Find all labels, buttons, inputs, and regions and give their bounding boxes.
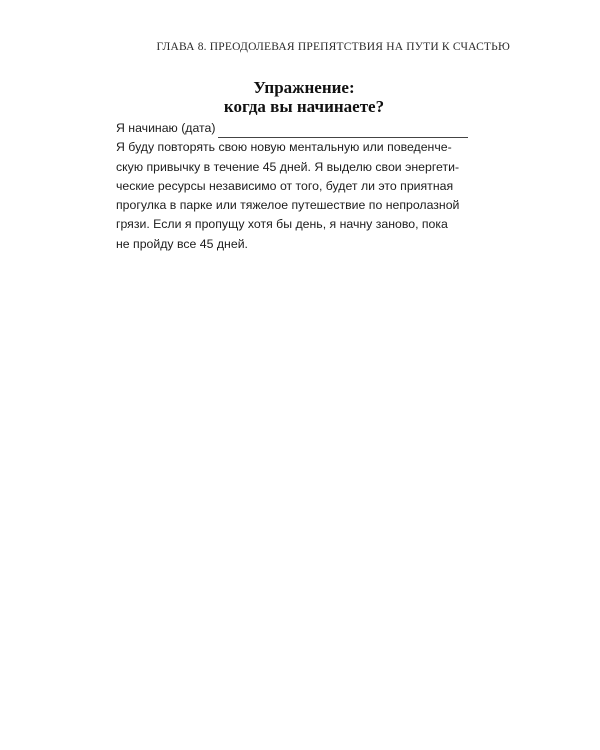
exercise-title — [115, 78, 493, 116]
body-line-3: ческие ресурсы независимо от того, будет ли это приятная — [116, 178, 454, 193]
body-line-1: Я буду повторять свою новую ментальную или поведенче- — [116, 140, 452, 155]
body-line-5: грязи. Если я пропущу хотя бы день, я начну заново, пока — [116, 217, 448, 232]
body-line-2: скую привычку в течение 45 дней. Я выделю свои энергети- — [116, 159, 460, 174]
exercise-title-line-1: Упражнение: — [253, 78, 355, 97]
body-line-4: прогулка в парке или тяжелое путешествие по непролазной — [116, 198, 460, 213]
running-head: ГЛАВА 8. ПРЕОДОЛЕВАЯ ПРЕПЯТСТВИЯ НА ПУТИ К СЧАСТЬЮ — [156, 41, 510, 53]
body-line-6: не пройду все 45 дней. — [116, 236, 248, 251]
date-label: Я начинаю (дата) — [116, 121, 216, 135]
date-fill-in-line — [218, 124, 468, 138]
date-line — [116, 119, 496, 138]
exercise-title-line-2: когда вы начинаете? — [223, 97, 385, 116]
exercise-body — [116, 119, 496, 254]
